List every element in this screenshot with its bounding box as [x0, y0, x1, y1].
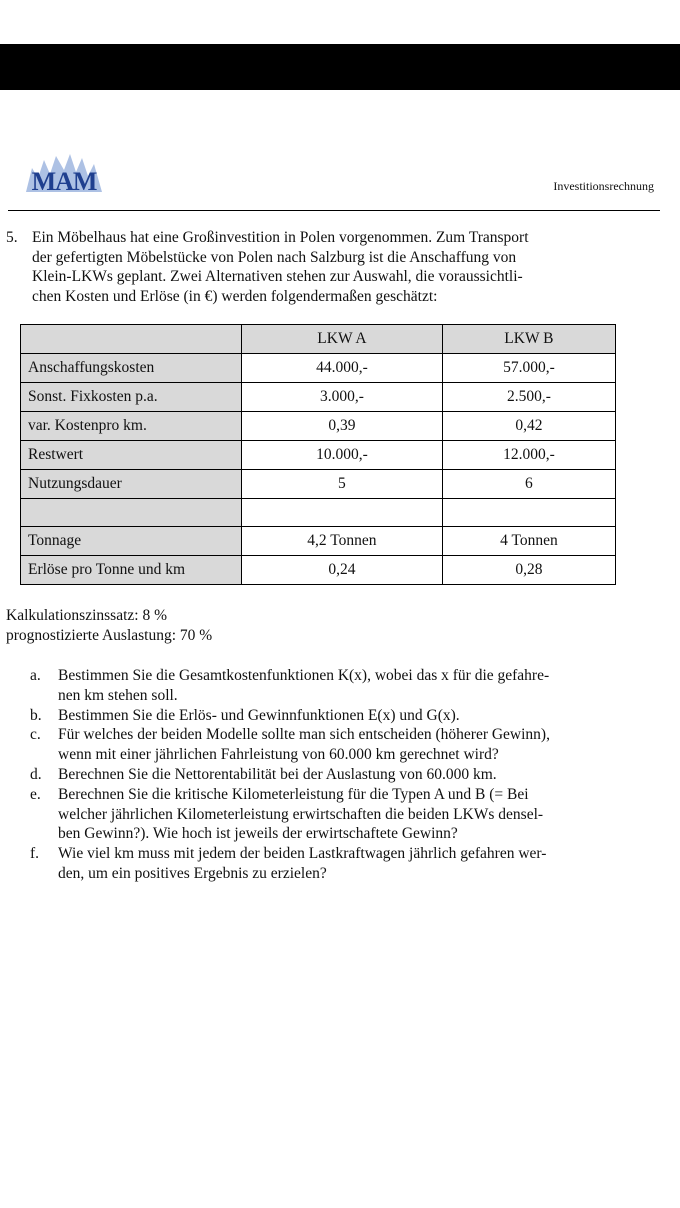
question-item: [30, 765, 658, 785]
question-line: ben Gewinn?). Wie hoch ist jeweils der erwirtschaftete Gewinn?: [58, 825, 458, 843]
question-line: nen km stehen soll.: [58, 686, 178, 704]
question-line: Wie viel km muss mit jedem der beiden Lastkraftwagen jährlich gefahren wer-: [58, 845, 547, 863]
task-line: Klein-LKWs geplant. Zwei Alternativen stehen zur Auswahl, die voraussichtli-: [32, 268, 523, 286]
table-row: [21, 354, 616, 383]
table-cell: 3.000,-: [242, 383, 443, 412]
table-row-label: Sonst. Fixkosten p.a.: [21, 383, 242, 412]
task-text: [6, 228, 651, 306]
table-row-label: Tonnage: [21, 527, 242, 556]
table-cell: 5: [242, 470, 443, 499]
table-row-label: Restwert: [21, 441, 242, 470]
table-cell: 4 Tonnen: [442, 527, 615, 556]
question-letter: f.: [30, 845, 40, 863]
table-cell: [242, 499, 443, 527]
task-line: Ein Möbelhaus hat eine Großinvestition in Polen vorgenommen. Zum Transport: [32, 229, 529, 246]
table-row: [21, 527, 616, 556]
question-line: welcher jährlichen Kilometerleistung erwirtschaften die beiden LKWs densel-: [58, 805, 544, 823]
question-letter: c.: [30, 726, 41, 744]
table-header-row: [21, 325, 616, 354]
table-row: [21, 412, 616, 441]
table-row: [21, 441, 616, 470]
cost-table: [20, 324, 616, 585]
question-item: [30, 785, 658, 844]
table-cell: 0,24: [242, 556, 443, 585]
task-line: der gefertigten Möbelstücke von Polen nach Salzburg ist die Anschaffung von: [32, 248, 517, 266]
question-line: Berechnen Sie die Nettorentabilität bei der Auslastung von 60.000 km.: [58, 765, 497, 783]
parameters: [6, 606, 212, 646]
table-row: [21, 556, 616, 585]
table-row-label: var. Kostenpro km.: [21, 412, 242, 441]
question-line: Bestimmen Sie die Gesamtkostenfunktionen K(x), wobei das x für die gefahre-: [58, 667, 550, 684]
mam-logo-icon: [24, 152, 104, 196]
question-item: [30, 725, 658, 765]
svg-text:MAM: MAM: [31, 167, 97, 196]
table-cell: 6: [442, 470, 615, 499]
table-cell: 10.000,-: [242, 441, 443, 470]
question-letter: b.: [30, 706, 42, 724]
question-letter: e.: [30, 785, 41, 803]
task-number: 5.: [6, 229, 18, 246]
table-row-label: Erlöse pro Tonne und km: [21, 556, 242, 585]
question-item: [30, 844, 658, 884]
table-cell: 0,39: [242, 412, 443, 441]
table-row: [21, 383, 616, 412]
table-header-cell: LKW A: [242, 325, 443, 354]
table-cell: 57.000,-: [442, 354, 615, 383]
header-divider: [8, 210, 660, 211]
question-list: [30, 666, 658, 884]
table-row-label: Nutzungsdauer: [21, 470, 242, 499]
header-title: Investitionsrechnung: [553, 179, 654, 193]
top-black-bar: [0, 44, 680, 90]
table-header-cell: LKW B: [442, 325, 615, 354]
table-cell: 0,28: [442, 556, 615, 585]
question-item: [30, 666, 658, 706]
task-line: chen Kosten und Erlöse (in €) werden folgendermaßen geschätzt:: [32, 287, 438, 305]
table-cell: [442, 499, 615, 527]
question-line: Für welches der beiden Modelle sollte man sich entscheiden (höherer Gewinn),: [58, 726, 550, 744]
table-cell: 44.000,-: [242, 354, 443, 383]
table-cell: 12.000,-: [442, 441, 615, 470]
question-line: den, um ein positives Ergebnis zu erzielen?: [58, 864, 327, 882]
table-row-label: [21, 499, 242, 527]
table-row-empty: [21, 499, 616, 527]
table-cell: 2.500,-: [442, 383, 615, 412]
question-line: Berechnen Sie die kritische Kilometerleistung für die Typen A und B (= Bei: [58, 785, 529, 803]
question-line: Bestimmen Sie die Erlös- und Gewinnfunktionen E(x) und G(x).: [58, 706, 460, 724]
question-line: wenn mit einer jährlichen Fahrleistung von 60.000 km gerechnet wird?: [58, 746, 499, 764]
table-row: [21, 470, 616, 499]
question-item: [30, 706, 658, 726]
question-letter: d.: [30, 765, 42, 783]
table-cell: 4,2 Tonnen: [242, 527, 443, 556]
table-cell: 0,42: [442, 412, 615, 441]
utilization-text: prognostizierte Auslastung: 70 %: [6, 627, 213, 644]
question-letter: a.: [30, 667, 41, 684]
table-header-cell: [21, 325, 242, 354]
table-row-label: Anschaffungskosten: [21, 354, 242, 383]
interest-rate-text: Kalkulationszinssatz: 8 %: [6, 607, 167, 624]
